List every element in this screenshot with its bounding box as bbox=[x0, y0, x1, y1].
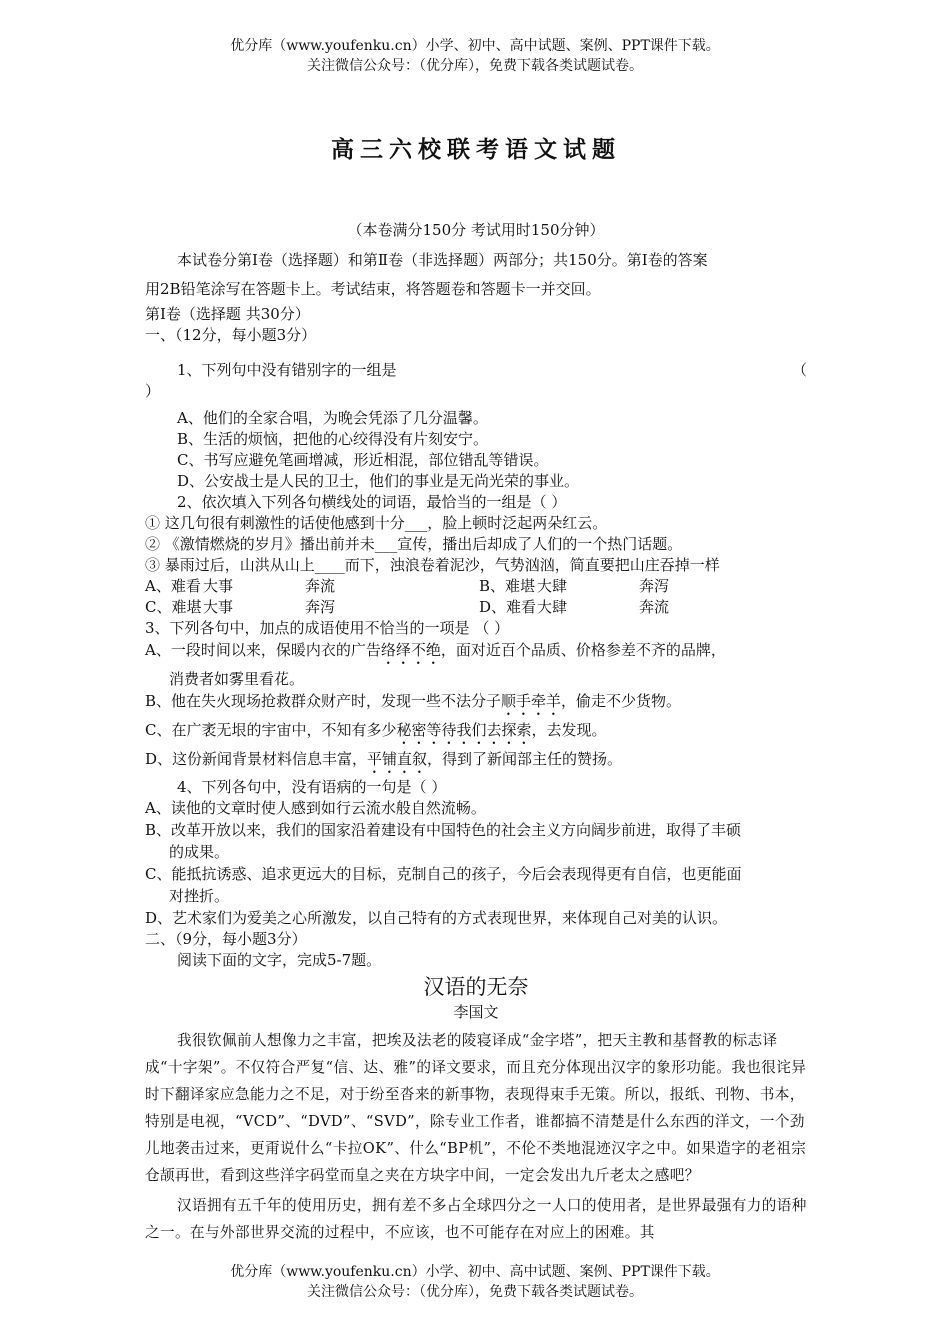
q2-sentence-3: ③ 暴雨过后，山洪从山上____而下，浊浪卷着泥沙，气势汹汹，简直要把山庄吞掉一样 bbox=[145, 556, 720, 574]
essay-paragraph-1: 我很钦佩前人想像力之丰富，把埃及法老的陵寝译成“金字塔”，把天主教和基督教的标志译成“十字架”。不仅符合严复“信、达、雅”的译文要求，而且充分体现出汉字的象形功能。我也很诧异时下翻译家应急能力之不足，对于纷至沓来的新事物，表现得束手无策。所以，报纸、刊物、书本，特别是电视，“VCD”、“DVD”、“SVD”，除专业工作者，谁都搞不清楚是什么东西的洋文，一个劲儿地袭击过来，更甭说什么“卡拉OK”、什么“BP机”，不伦不类地混迹汉字之中。如果造字的老祖宗仓颉再世，看到这些洋字码堂而皇之夹在方块字中间，一定会发出九斤老太之感吧？ bbox=[145, 1032, 807, 1184]
question-4 bbox=[145, 777, 807, 929]
exam-info: （本卷满分150分 考试用时150分钟） bbox=[347, 221, 605, 239]
q2-r1-c2: 大事 bbox=[203, 577, 234, 595]
question-3 bbox=[145, 618, 807, 777]
q1-option-b: B、生活的烦恼，把他的心绞得没有片刻安宁。 bbox=[177, 430, 489, 448]
q2-r1-c6: 奔泻 bbox=[639, 577, 670, 595]
q2-stem: 2、依次填入下列各句横线处的词语，最恰当的一组是（ ） bbox=[177, 493, 567, 511]
question-1 bbox=[145, 360, 807, 492]
q3-d-post: ，得到了新闻部主任的赞扬。 bbox=[427, 750, 623, 768]
q1-option-d: D、公安战士是人民的卫士，他们的事业是无尚光荣的事业。 bbox=[177, 472, 580, 490]
header-line-2: 关注微信公众号：（优分库），免费下载各类试题试卷。 bbox=[307, 58, 643, 74]
q3-d-dotted: 平铺直叙 bbox=[367, 750, 428, 768]
q3-option-a-cont: 消费者如雾里看花。 bbox=[169, 670, 305, 688]
section-1-heading: 一、（12分，每小题3分） bbox=[145, 326, 317, 344]
question-2 bbox=[145, 492, 807, 618]
footer-line-2: 关注微信公众号：（优分库），免费下载各类试题试卷。 bbox=[307, 1284, 643, 1300]
q1-paren-open: （ bbox=[791, 361, 807, 379]
q4-option-d: D、艺术家们为爱美之心所激发，以自己特有的方式表现世界，来体现自己对美的认识。 bbox=[145, 909, 728, 927]
q2-r2-c2: 大事 bbox=[203, 598, 234, 616]
q3-b-pre: B、他在失火现场抢救群众财产时，发现一些不法分子 bbox=[145, 692, 502, 710]
q1-paren-close: ） bbox=[145, 382, 161, 400]
q4-option-b: B、改革开放以来，我们的国家沿着建设有中国特色的社会主义方向阔步前进，取得了丰硕 bbox=[145, 821, 742, 839]
q2-sentence-2: ② 《激情燃烧的岁月》播出前并未___宣传，播出后却成了人们的一个热门话题。 bbox=[145, 535, 683, 553]
essay-author: 李国文 bbox=[453, 1003, 499, 1021]
q2-options-row-2 bbox=[145, 597, 807, 618]
q2-r2-c5: 大肆 bbox=[537, 598, 568, 616]
intro-line-1: 本试卷分第Ⅰ卷（选择题）和第Ⅱ卷（非选择题）两部分；共150分。第Ⅰ卷的答案 bbox=[177, 251, 708, 269]
page-header bbox=[0, 36, 950, 76]
q3-d-pre: D、这份新闻背景材料信息丰富， bbox=[145, 750, 368, 768]
q4-option-c: C、能抵抗诱惑、追求更远大的目标，克制自己的孩子，今后会表现得更有自信，也更能面 bbox=[145, 865, 742, 883]
q2-sentence-1: ① 这几句很有刺激性的话使他感到十分___，脸上顿时泛起两朵红云。 bbox=[145, 514, 608, 532]
page-footer bbox=[0, 1262, 950, 1302]
q3-option-a bbox=[145, 639, 807, 668]
q3-option-b bbox=[145, 690, 807, 719]
q3-b-post: ，偷走不少货物。 bbox=[561, 692, 682, 710]
q2-r2-c4: D、难看 bbox=[479, 598, 537, 616]
exam-title: 高三六校联考语文试题 bbox=[331, 136, 621, 163]
q1-stem-text: 1、下列句中没有错别字的一组是 bbox=[177, 361, 397, 379]
section-2-heading: 二、（9分，每小题3分） bbox=[145, 930, 307, 948]
q4-stem: 4、下列各句中，没有语病的一句是（ ） bbox=[177, 778, 447, 796]
essay-paragraph-2: 汉语拥有五千年的使用历史，拥有差不多占全球四分之一人口的使用者，是世界最强有力的语种之一。在与外部世界交流的过程中，不应该，也不可能存在对应上的困难。其 bbox=[145, 1197, 807, 1241]
q2-r2-c1: C、难堪 bbox=[145, 598, 202, 616]
q1-stem bbox=[145, 360, 807, 381]
q1-option-a: A、他们的全家合唱，为晚会凭添了几分温馨。 bbox=[177, 409, 488, 427]
volume-1-heading: 第Ⅰ卷（选择题 共30分） bbox=[145, 305, 310, 323]
q3-option-d bbox=[145, 748, 807, 777]
footer-line-1: 优分库（www.youfenku.cn）小学、初中、高中试题、案例、PPT课件下载。 bbox=[230, 1264, 720, 1280]
essay-title: 汉语的无奈 bbox=[423, 975, 529, 999]
q3-c-post: ，去发现。 bbox=[531, 721, 607, 739]
q3-stem: 3、下列各句中，加点的成语使用不恰当的一项是 （ ） bbox=[145, 619, 510, 637]
q3-c-pre: C、在广袤无垠的宇宙中，不知有多少 bbox=[145, 721, 397, 739]
q4-option-c-cont: 对挫折。 bbox=[169, 887, 230, 905]
q4-option-b-cont: 的成果。 bbox=[169, 843, 230, 861]
q2-r1-c5: 大肆 bbox=[537, 577, 568, 595]
essay bbox=[145, 973, 807, 1246]
intro-line-2: 用2B铅笔涂写在答题卡上。考试结束，将答题卷和答题卡一并交回。 bbox=[145, 280, 601, 298]
q2-r2-c3: 奔泻 bbox=[305, 598, 336, 616]
q2-r1-c4: B、难堪 bbox=[479, 577, 536, 595]
q2-r1-c3: 奔流 bbox=[305, 577, 336, 595]
q3-b-dotted: 顺手牵羊 bbox=[501, 692, 562, 710]
q1-option-c: C、书写应避免笔画增减，形近相混，部位错乱等错误。 bbox=[177, 451, 549, 469]
q2-r2-c6: 奔流 bbox=[639, 598, 670, 616]
q3-c-dotted: 秘密等待我们去探索 bbox=[396, 721, 532, 739]
q3-a-pre: A、一段时间以来，保暖内衣的广告 bbox=[145, 641, 381, 659]
reading-instruction: 阅读下面的文字，完成5-7题。 bbox=[177, 951, 382, 969]
q3-option-c bbox=[145, 719, 807, 748]
q3-a-dotted: 络绎不绝 bbox=[380, 641, 441, 659]
q4-option-a: A、读他的文章时使人感到如行云流水般自然流畅。 bbox=[145, 799, 486, 817]
q2-options-row-1 bbox=[145, 576, 807, 597]
q3-a-post: ，面对近百个品质、价格参差不齐的品牌， bbox=[440, 641, 726, 659]
document-body bbox=[145, 130, 807, 1246]
q2-r1-c1: A、难看 bbox=[145, 577, 201, 595]
header-line-1: 优分库（www.youfenku.cn）小学、初中、高中试题、案例、PPT课件下载。 bbox=[230, 38, 720, 54]
